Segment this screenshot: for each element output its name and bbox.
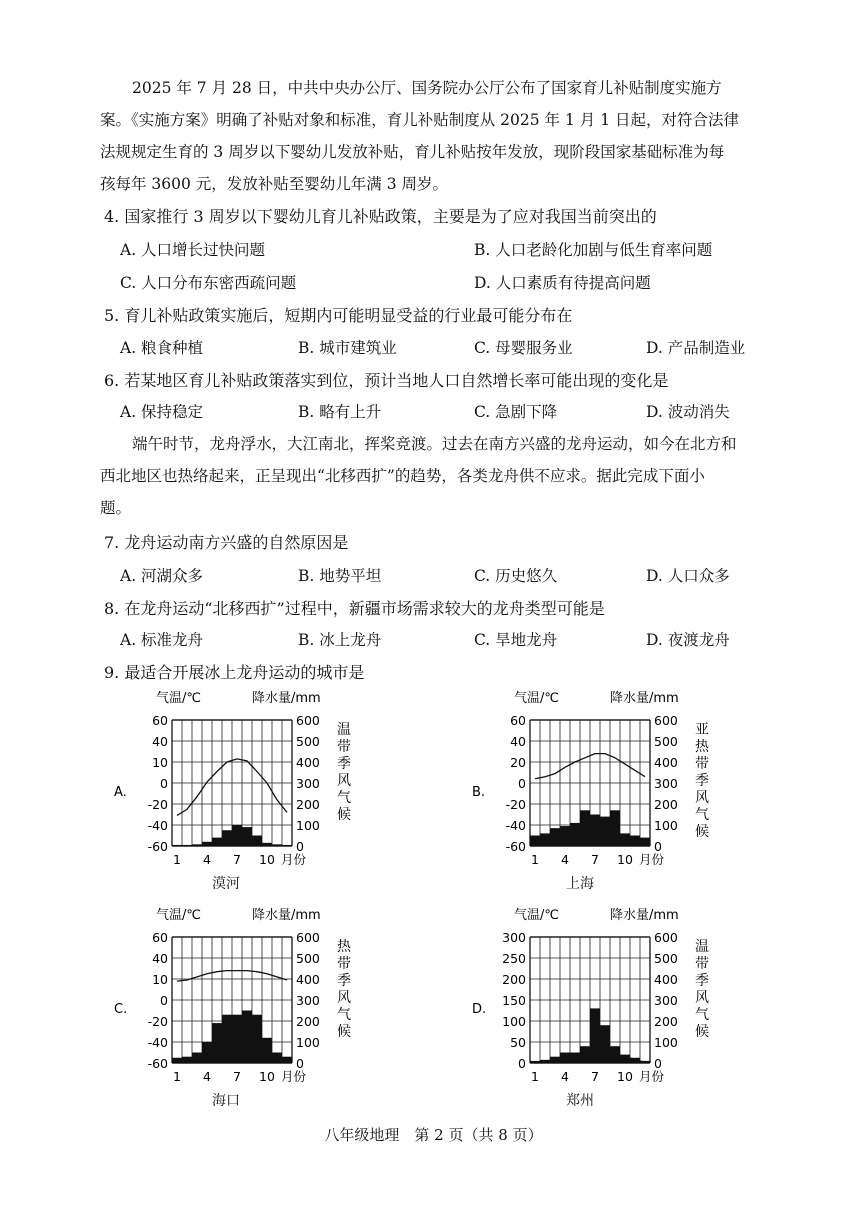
precipitation-bar [222, 830, 232, 846]
climate-type-char: 候 [695, 1024, 709, 1040]
precipitation-bar [202, 1042, 212, 1063]
climate-type-char: 温 [337, 722, 351, 738]
precipitation-bar [580, 1046, 590, 1063]
passage-line: 案。《实施方案》明确了补贴对象和标准，育儿补贴制度从 2025 年 1 月 1 日起，对符合法律 [100, 111, 739, 129]
question-8-option-a: A. 标准龙舟 [120, 631, 204, 649]
option-letter: D. [472, 1002, 487, 1017]
precipitation-bar [242, 1011, 252, 1064]
precipitation-axis-title: 降水量/mm [252, 908, 321, 923]
precipitation-bar [272, 1053, 282, 1064]
precipitation-bar [252, 836, 262, 847]
climate-type-char: 热 [695, 739, 709, 755]
temperature-tick-label: 60 [510, 713, 526, 728]
precipitation-tick-label: 600 [654, 930, 678, 945]
temperature-tick-label: -20 [147, 1014, 168, 1029]
city-label-zhengzhou: 郑州 [566, 1093, 594, 1109]
climate-type-char: 季 [337, 756, 351, 772]
month-tick-label: 4 [203, 852, 211, 867]
climate-chart-svg [470, 688, 720, 870]
question-5-option-a: A. 粮食种植 [120, 339, 204, 357]
precipitation-tick-label: 0 [296, 839, 304, 854]
temperature-tick-label: 20 [510, 755, 526, 770]
precipitation-bar [540, 833, 550, 846]
temperature-tick-label: 250 [502, 951, 526, 966]
precipitation-tick-label: 100 [296, 1035, 320, 1050]
question-8-stem: 8. 在龙舟运动“北移西扩”过程中，新疆市场需求较大的龙舟类型可能是 [104, 599, 605, 618]
climate-type-char: 亚 [695, 722, 709, 738]
month-tick-label: 10 [259, 1069, 275, 1084]
precipitation-tick-label: 300 [654, 993, 678, 1008]
month-tick-label: 10 [617, 852, 633, 867]
precipitation-tick-label: 600 [296, 713, 320, 728]
precipitation-tick-label: 0 [296, 1056, 304, 1071]
temperature-tick-label: 0 [160, 776, 168, 791]
precipitation-bar [272, 844, 282, 846]
precipitation-tick-label: 300 [296, 993, 320, 1008]
question-5-option-d: D. 产品制造业 [646, 339, 746, 357]
temperature-axis-title: 气温/℃ [514, 691, 559, 706]
question-7-option-b: B. 地势平坦 [298, 567, 382, 585]
page-footer: 八年级地理 第 2 页（共 8 页） [324, 1126, 543, 1144]
precipitation-bar [172, 845, 182, 846]
precipitation-bar [282, 845, 292, 846]
climate-type-char: 带 [337, 739, 351, 755]
climate-type-char: 风 [337, 990, 351, 1006]
question-4-option-c: C. 人口分布东密西疏问题 [120, 274, 297, 292]
precipitation-bar [232, 1015, 242, 1063]
temperature-tick-label: 10 [152, 972, 168, 987]
temperature-tick-label: 0 [518, 1056, 526, 1071]
month-tick-label: 7 [591, 1069, 599, 1084]
precipitation-tick-label: 500 [296, 951, 320, 966]
precipitation-axis-title: 降水量/mm [610, 908, 679, 923]
option-letter: C. [114, 1002, 128, 1017]
month-axis-label: 月份 [281, 852, 307, 867]
precipitation-bar [212, 838, 222, 846]
temperature-tick-label: 40 [510, 734, 526, 749]
precipitation-tick-label: 200 [654, 1014, 678, 1029]
temperature-tick-label: -40 [505, 818, 526, 833]
precipitation-bar [262, 843, 272, 846]
temperature-tick-label: -20 [147, 797, 168, 812]
precipitation-tick-label: 400 [296, 755, 320, 770]
temperature-tick-label: 60 [152, 930, 168, 945]
temperature-tick-label: -60 [505, 839, 526, 854]
precipitation-bar [212, 1023, 222, 1063]
precipitation-bar [560, 826, 570, 846]
precipitation-tick-label: 300 [654, 776, 678, 791]
climate-type-char: 季 [695, 973, 709, 989]
climate-type-char: 候 [337, 1024, 351, 1040]
climate-type-char: 候 [337, 807, 351, 823]
precipitation-bar [192, 1053, 202, 1064]
precipitation-bar [640, 838, 650, 846]
temperature-tick-label: 0 [160, 993, 168, 1008]
precipitation-bar [202, 842, 212, 846]
temperature-tick-label: -20 [505, 797, 526, 812]
precipitation-bar [630, 836, 640, 847]
climate-type-char: 带 [337, 956, 351, 972]
precipitation-bar [530, 836, 540, 847]
precipitation-bar [262, 1038, 272, 1063]
precipitation-bar [590, 1008, 600, 1063]
climate-type-char: 气 [695, 807, 709, 823]
temperature-tick-label: 300 [502, 930, 526, 945]
temperature-tick-label: -40 [147, 818, 168, 833]
question-6-option-b: B. 略有上升 [298, 403, 382, 421]
passage-line: 端午时节，龙舟浮水，大江南北，挥桨竞渡。过去在南方兴盛的龙舟运动，如今在北方和 [132, 435, 737, 453]
climate-chart-svg [112, 905, 362, 1087]
temperature-tick-label: 0 [518, 776, 526, 791]
precipitation-tick-label: 600 [296, 930, 320, 945]
month-axis-label: 月份 [639, 1069, 665, 1084]
precipitation-tick-label: 500 [296, 734, 320, 749]
city-label-haikou: 海口 [212, 1093, 240, 1109]
precipitation-tick-label: 100 [296, 818, 320, 833]
precipitation-tick-label: 500 [654, 951, 678, 966]
precipitation-axis-title: 降水量/mm [610, 691, 679, 706]
precipitation-tick-label: 100 [654, 1035, 678, 1050]
temperature-tick-label: -60 [147, 1056, 168, 1071]
temperature-axis-title: 气温/℃ [156, 691, 201, 706]
precipitation-tick-label: 200 [654, 797, 678, 812]
month-tick-label: 4 [203, 1069, 211, 1084]
climate-chart-haikou [112, 905, 362, 1087]
city-label-mohe: 漠河 [212, 876, 240, 892]
question-4-stem: 4. 国家推行 3 周岁以下婴幼儿育儿补贴政策，主要是为了应对我国当前突出的 [104, 207, 657, 226]
climate-type-char: 季 [337, 973, 351, 989]
question-5-stem: 5. 育儿补贴政策实施后，短期内可能明显受益的行业最可能分布在 [104, 306, 573, 325]
precipitation-bar [242, 827, 252, 846]
temperature-axis-title: 气温/℃ [156, 908, 201, 923]
month-tick-label: 4 [561, 852, 569, 867]
precipitation-tick-label: 0 [654, 1056, 662, 1071]
month-tick-label: 10 [259, 852, 275, 867]
precipitation-bar [580, 810, 590, 846]
climate-type-char: 风 [337, 773, 351, 789]
month-tick-label: 1 [173, 1069, 181, 1084]
temperature-tick-label: 60 [152, 713, 168, 728]
climate-type-char: 热 [337, 939, 351, 955]
temperature-axis-title: 气温/℃ [514, 908, 559, 923]
precipitation-bar [620, 833, 630, 846]
climate-chart-shanghai [470, 688, 720, 870]
precipitation-bar [570, 823, 580, 846]
question-7-stem: 7. 龙舟运动南方兴盛的自然原因是 [104, 533, 349, 552]
precipitation-tick-label: 400 [296, 972, 320, 987]
question-4-option-a: A. 人口增长过快问题 [120, 241, 266, 259]
precipitation-bar [182, 845, 192, 846]
question-4-option-d: D. 人口素质有待提高问题 [474, 274, 651, 292]
precipitation-bar [232, 825, 242, 846]
precipitation-tick-label: 200 [296, 797, 320, 812]
temperature-tick-label: 10 [152, 755, 168, 770]
climate-chart-svg [470, 905, 720, 1087]
temperature-tick-label: 40 [152, 734, 168, 749]
question-7-option-d: D. 人口众多 [646, 567, 730, 585]
passage-dragon-boat [100, 428, 768, 524]
climate-type-char: 风 [695, 990, 709, 1006]
temperature-tick-label: 150 [502, 993, 526, 1008]
passage-line: 2025 年 7 月 28 日，中共中央办公厅、国务院办公厅公布了国家育儿补贴制度实施方 [132, 79, 722, 97]
question-6-option-d: D. 波动消失 [646, 403, 730, 421]
passage-line: 题。 [100, 499, 132, 517]
precipitation-tick-label: 500 [654, 734, 678, 749]
climate-type-char: 季 [695, 773, 709, 789]
option-letter: A. [114, 785, 127, 800]
climate-type-char: 气 [695, 1007, 709, 1023]
passage-line: 法规规定生育的 3 周岁以下婴幼儿发放补贴，育儿补贴按年发放，现阶段国家基础标准为每 [100, 143, 725, 161]
precipitation-tick-label: 100 [654, 818, 678, 833]
option-letter: B. [472, 785, 486, 800]
question-7-option-c: C. 历史悠久 [474, 567, 558, 585]
precipitation-bar [550, 828, 560, 846]
precipitation-tick-label: 300 [296, 776, 320, 791]
month-tick-label: 7 [591, 852, 599, 867]
climate-type-char: 气 [337, 1007, 351, 1023]
precipitation-axis-title: 降水量/mm [252, 691, 321, 706]
precipitation-bar [222, 1015, 232, 1063]
question-6-stem: 6. 若某地区育儿补贴政策落实到位，预计当地人口自然增长率可能出现的变化是 [104, 371, 669, 390]
question-8-option-c: C. 旱地龙舟 [474, 631, 558, 649]
temperature-tick-label: 100 [502, 1014, 526, 1029]
temperature-tick-label: -40 [147, 1035, 168, 1050]
month-tick-label: 1 [173, 852, 181, 867]
month-tick-label: 1 [531, 1069, 539, 1084]
precipitation-tick-label: 400 [654, 755, 678, 770]
climate-chart-zhengzhou [470, 905, 720, 1087]
month-axis-label: 月份 [281, 1069, 307, 1084]
climate-type-char: 风 [695, 790, 709, 806]
climate-type-char: 带 [695, 756, 709, 772]
question-5-option-b: B. 城市建筑业 [298, 339, 397, 357]
climate-type-char: 带 [695, 956, 709, 972]
passage-line: 西北地区也热络起来，正呈现出“北移西扩”的趋势，各类龙舟供不应求。据此完成下面小 [100, 467, 705, 485]
climate-type-char: 气 [337, 790, 351, 806]
precipitation-bar [590, 815, 600, 847]
question-9-stem: 9. 最适合开展冰上龙舟运动的城市是 [104, 663, 365, 682]
precipitation-bar [282, 1057, 292, 1063]
month-tick-label: 4 [561, 1069, 569, 1084]
precipitation-bar [192, 844, 202, 846]
question-4-option-b: B. 人口老龄化加剧与低生育率问题 [474, 241, 713, 259]
precipitation-bar [182, 1057, 192, 1063]
city-label-shanghai: 上海 [566, 876, 594, 892]
month-tick-label: 1 [531, 852, 539, 867]
climate-type-char: 温 [695, 939, 709, 955]
passage-childcare-subsidy [100, 72, 768, 200]
precipitation-tick-label: 0 [654, 839, 662, 854]
question-8-option-d: D. 夜渡龙舟 [646, 631, 730, 649]
question-8-option-b: B. 冰上龙舟 [298, 631, 382, 649]
question-6-option-c: C. 急剧下降 [474, 403, 558, 421]
temperature-tick-label: -60 [147, 839, 168, 854]
temperature-tick-label: 50 [510, 1035, 526, 1050]
precipitation-bar [600, 1025, 610, 1063]
month-axis-label: 月份 [639, 852, 665, 867]
month-tick-label: 7 [233, 852, 241, 867]
temperature-tick-label: 200 [502, 972, 526, 987]
question-6-option-a: A. 保持稳定 [120, 403, 204, 421]
question-5-option-c: C. 母婴服务业 [474, 339, 573, 357]
month-tick-label: 7 [233, 1069, 241, 1084]
precipitation-bar [610, 810, 620, 846]
precipitation-tick-label: 600 [654, 713, 678, 728]
precipitation-tick-label: 400 [654, 972, 678, 987]
passage-line: 孩每年 3600 元，发放补贴至婴幼儿年满 3 周岁。 [100, 175, 449, 193]
climate-chart-svg [112, 688, 362, 870]
temperature-tick-label: 40 [152, 951, 168, 966]
climate-type-char: 候 [695, 824, 709, 840]
month-tick-label: 10 [617, 1069, 633, 1084]
precipitation-bar [600, 817, 610, 846]
climate-chart-mohe [112, 688, 362, 870]
precipitation-tick-label: 200 [296, 1014, 320, 1029]
question-7-option-a: A. 河湖众多 [120, 567, 204, 585]
precipitation-bar [252, 1015, 262, 1063]
precipitation-bar [172, 1058, 182, 1063]
